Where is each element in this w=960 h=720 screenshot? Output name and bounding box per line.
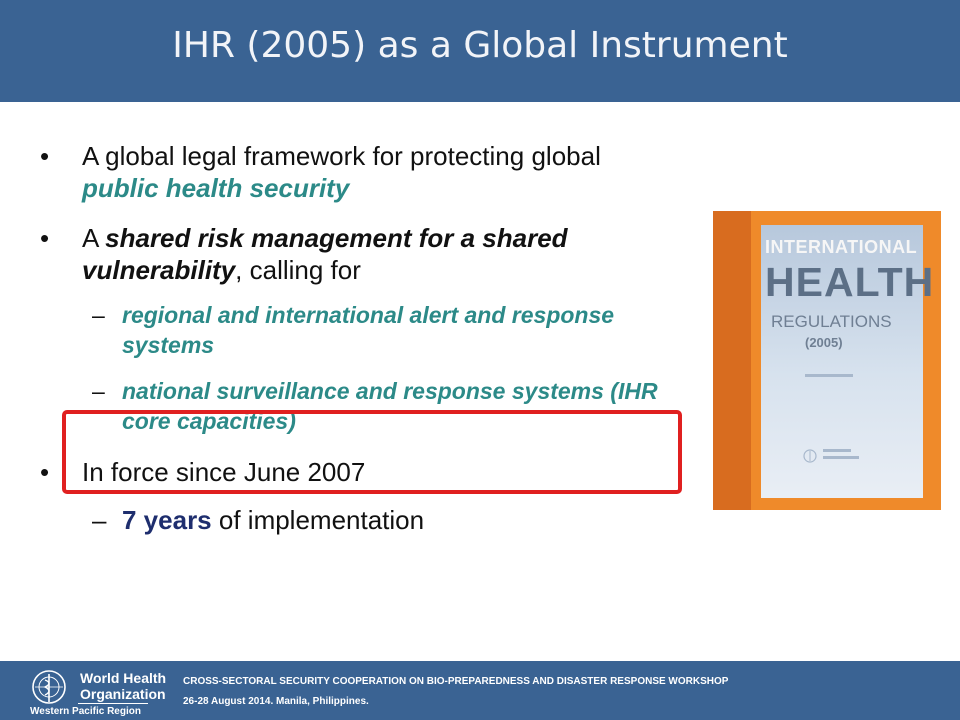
org-region: Western Pacific Region [30,706,141,717]
dash-glyph: – [92,505,107,535]
sub-bullet-1 [40,300,680,360]
bullet-glyph: • [40,223,50,253]
dash-glyph: – [92,302,105,328]
bullet-1-text: A global legal framework for protecting global [82,141,601,171]
sub-bullet-2-text: national surveillance and response systems (IHR core capacities) [122,378,658,434]
dash-glyph: – [92,378,105,404]
who-emblem-icon [803,449,817,463]
cover-title-line1: INTERNATIONAL [765,237,918,257]
highlight-box [62,410,682,494]
sub-bullet-1-text: regional and international alert and response systems [122,302,615,358]
cover-title-line2: HEALTH [765,259,935,305]
org-divider [78,703,148,704]
sub-bullet-3-tail: of implementation [211,505,425,535]
who-emblem-icon [30,668,68,706]
sub-bullet-3-emphasis: 7 years [122,505,212,535]
cover-title-line3: REGULATIONS [771,312,892,331]
bullet-2-emphasis: shared risk management for a shared vulnerability [82,223,568,285]
workshop-title: CROSS-SECTORAL SECURITY COOPERATION ON BIO-PREPAREDNESS AND DISASTER RESPONSE WORKSHOP [183,676,729,687]
bullet-glyph: • [40,457,50,487]
bullet-2 [40,222,680,286]
cover-title-line4: (2005) [805,335,843,350]
org-name-line2: Organization [80,686,166,702]
cover-logo-text [823,449,851,452]
cover-edition-mark [805,374,853,377]
cover-stripe [713,211,751,510]
cover-logo-text [823,456,859,459]
bullet-1-emphasis: public health security [82,173,350,203]
header-bar [0,0,960,102]
sub-bullet-3 [40,504,680,536]
ihr-book-cover [713,211,941,510]
bullet-2-lead: A [82,223,106,253]
bullet-2-tail: , calling for [235,255,361,285]
bullet-1 [40,140,680,204]
org-name-line1: World Health [80,670,167,686]
slide-title: IHR (2005) as a Global Instrument [172,25,788,66]
bullet-glyph: • [40,141,50,171]
bullet-3-text: In force since June 2007 [82,457,366,487]
workshop-date: 26-28 August 2014. Manila, Philippines. [183,696,369,707]
